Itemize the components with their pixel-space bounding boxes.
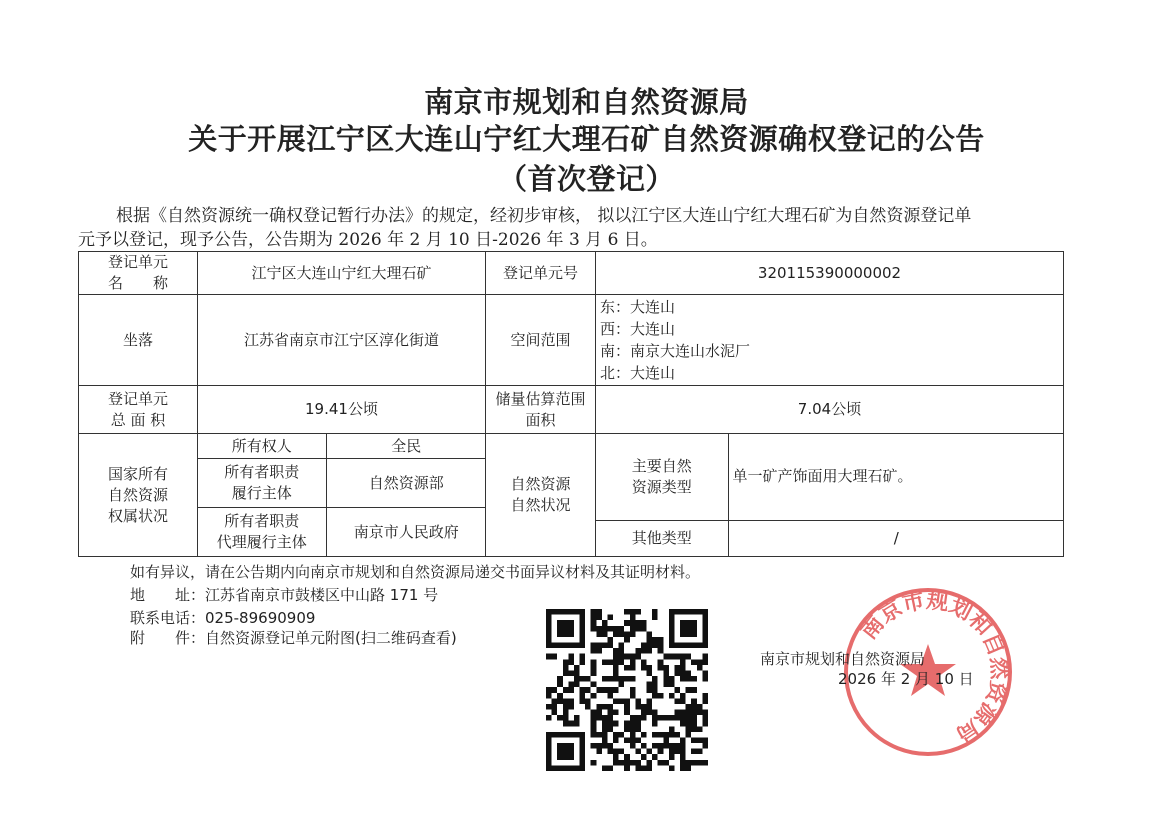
unit-no-value: 320115390000002 (596, 252, 1064, 295)
ownership-details (198, 434, 486, 557)
owner-label: 所有权人 (198, 434, 326, 459)
attachment-value: 自然资源登记单元附图(扫二维码查看) (205, 629, 457, 647)
spatial-south: 南：南京大连山水泥厂 (600, 342, 751, 360)
agent-label: 所有者职责 代理履行主体 (198, 508, 326, 556)
document-title-line2: 关于开展江宁区大连山宁红大理石矿自然资源确权登记的公告 (188, 122, 985, 156)
registration-table (78, 251, 1064, 557)
main-type-value: 单一矿产饰面用大理石矿。 (728, 434, 1064, 520)
ownership-label: 国家所有 自然资源 权属状况 (79, 434, 198, 557)
duty-label: 所有者职责 履行主体 (198, 459, 326, 508)
phone-label: 联系电话： (130, 609, 206, 627)
other-type-value: / (728, 520, 1064, 556)
spatial-range (596, 295, 1064, 386)
location-label: 坐落 (79, 295, 198, 386)
spatial-west: 西：大连山 (600, 320, 676, 338)
area-label: 登记单元 总 面 积 (79, 386, 198, 434)
objection-note: 如有异议，请在公告期内向南京市规划和自然资源局递交书面异议材料及其证明材料。 (130, 563, 701, 581)
spatial-label: 空间范围 (486, 295, 596, 386)
reserve-area-label: 储量估算范围 面积 (486, 386, 596, 434)
document-title-line1: 南京市规划和自然资源局 (424, 85, 749, 119)
address-label: 地 址： (130, 586, 206, 604)
main-type-label: 主要自然 资源类型 (596, 434, 728, 520)
duty-value: 自然资源部 (326, 459, 486, 508)
other-type-label: 其他类型 (596, 520, 728, 556)
signature-date: 2026 年 2 月 10 日 (838, 670, 974, 688)
spatial-north: 北：大连山 (600, 364, 676, 382)
location-value: 江苏省南京市江宁区淳化街道 (198, 295, 486, 386)
unit-name-label: 登记单元 名 称 (79, 252, 198, 295)
intro-paragraph (78, 204, 1084, 252)
attachment-label: 附 件： (130, 629, 206, 647)
area-value: 19.41公顷 (198, 386, 486, 434)
reserve-area-value: 7.04公顷 (596, 386, 1064, 434)
qr-code-image (546, 609, 708, 771)
intro-line-2: 元予以登记，现予公告，公告期为 2026 年 2 月 10 日-2026 年 3 月 6 日。 (78, 230, 658, 250)
signature-org: 南京市规划和自然资源局 (760, 650, 926, 668)
unit-no-label: 登记单元号 (486, 252, 596, 295)
owner-value: 全民 (326, 434, 486, 459)
phone-value: 025-89690909 (205, 609, 316, 627)
agent-value: 南京市人民政府 (326, 508, 486, 556)
document-title-line3: （首次登记） (497, 162, 675, 196)
address-line (130, 584, 438, 607)
seal-text: 南京市规划和自然资源局 (856, 588, 1012, 748)
natural-status-details (596, 434, 1064, 557)
address-value: 江苏省南京市鼓楼区中山路 171 号 (205, 586, 439, 604)
spatial-east: 东：大连山 (600, 298, 676, 316)
attachment-line (130, 627, 457, 650)
unit-name-value: 江宁区大连山宁红大理石矿 (198, 252, 486, 295)
intro-line-1: 根据《自然资源统一确权登记暂行办法》的规定，经初步审核， 拟以江宁区大连山宁红大理石矿为自然资源登记单 (116, 206, 972, 226)
natural-status-label: 自然资源 自然状况 (486, 434, 596, 557)
